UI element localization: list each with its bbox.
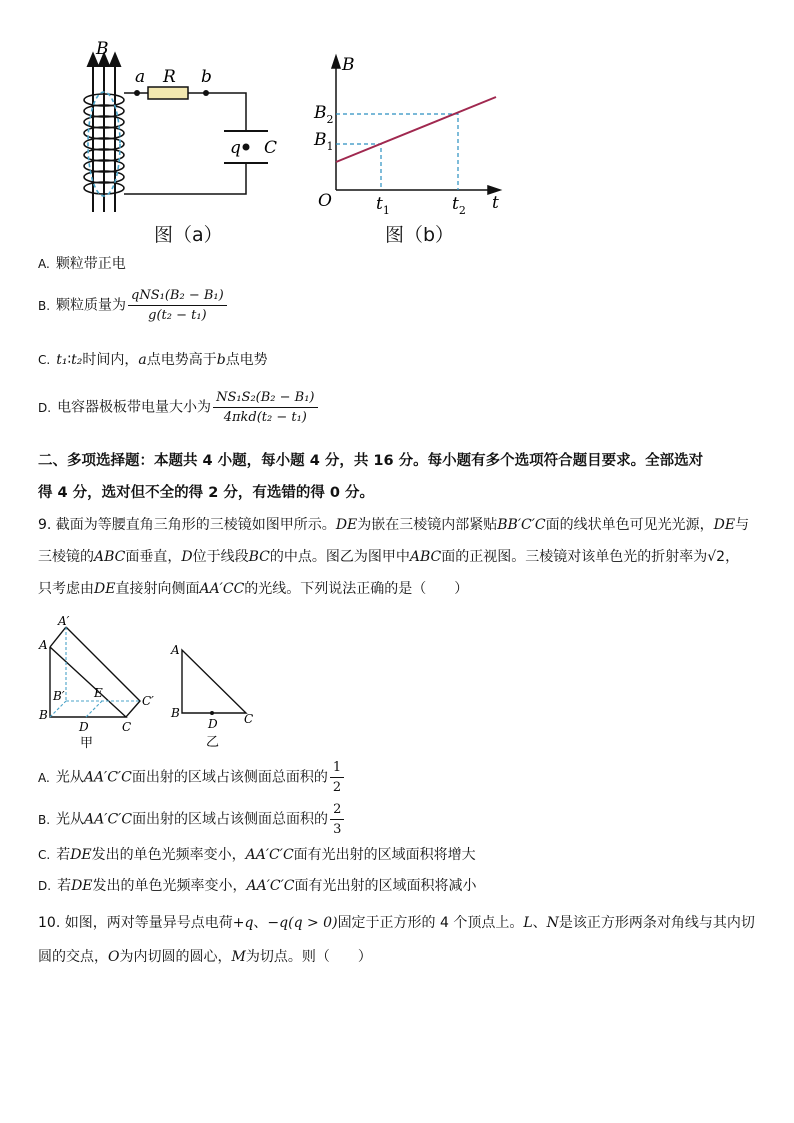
label-D-jia: D [79, 720, 89, 734]
label-B-yi: B [171, 706, 180, 720]
magnetic-field-arrows [88, 54, 120, 212]
label-b: b [201, 67, 212, 87]
label-C-jia: C [122, 720, 132, 734]
label-D-yi: D [208, 717, 218, 731]
label-A-prime: A′ [58, 615, 70, 628]
q8-option-D: D. 电容器极板带电量大小为 $\frac{\text{NS₁S₂(B₂ − B₁)}}{\text{4πkd(t₂ − t₁)}}$ [38, 389, 320, 426]
dashed-guides [336, 114, 458, 190]
caption-yi: 乙 [206, 735, 220, 750]
figure-yi-triangle [168, 640, 263, 750]
label-R: R [163, 67, 176, 87]
q8-option-B: B. 颗粒质量为 $\frac{\text{qNS₁(B₂ − B₁)}}{\text{g(t₂ − t₁)}}$ [38, 287, 229, 324]
node-b [203, 90, 209, 96]
q9-option-B: B. 光从AA′C′C面出射的区域占该侧面总面积的 $\frac{2}{3}$ [38, 801, 346, 838]
section2-heading: 二、多项选择题：本题共 4 小题，每小题 4 分，共 16 分。每小题有多个选项符合题目要求。全部选对 得 4 分，选对但不全的得 2 分，有选错的得 0 分。 [38, 453, 704, 501]
q8-D-fraction: $\frac{\text{NS₁S₂(B₂ − B₁)}}{\text{4πkd(t₂ − t₁)}}$ [213, 389, 317, 426]
label-a: a [135, 67, 146, 87]
q8-option-A: A. 颗粒带正电 [38, 256, 126, 272]
q8-option-C: C. t₁∶t₂时间内，a点电势高于b点电势 [38, 352, 268, 368]
label-t-axis: t [492, 193, 499, 213]
label-t1: $t_1$ [376, 194, 390, 216]
particle-q [243, 144, 250, 151]
label-B-axis: B [342, 55, 355, 75]
q10-stem: 10. 如图，两对等量异号点电荷+q、−q(q > 0)固定于正方形的 4 个顶点上。L、N是该正方形两条对角线与其内切 圆的交点，O为内切圆的圆心，M为切点。则（ ） [38, 915, 755, 965]
q9-B-fraction: $\frac{2}{3}$ [330, 801, 344, 838]
label-B-a: B [96, 39, 109, 59]
q8-B-fraction: $\frac{\text{qNS₁(B₂ − B₁)}}{\text{g(t₂ − t₁)}}$ [128, 287, 227, 324]
circuit-wires [124, 87, 268, 194]
figure-b-graph [310, 48, 510, 216]
label-E: E [94, 686, 103, 700]
q9-option-D: D. 若DE发出的单色光频率变小，AA′C′C面有光出射的区域面积将减小 [38, 878, 477, 894]
figure-jia-prism [36, 615, 161, 750]
q9-option-C: C. 若DE发出的单色光频率变小，AA′C′C面有光出射的区域面积将增大 [38, 847, 476, 863]
label-A-jia: A [39, 638, 48, 652]
caption-figure-a: 图（a） [154, 224, 223, 246]
q9-option-A: A. 光从AA′C′C面出射的区域占该侧面总面积的 $\frac{1}{2}$ [38, 759, 346, 796]
B-t-line [336, 97, 496, 162]
label-t2: $t_2$ [452, 194, 466, 216]
label-C: C [264, 138, 278, 158]
label-B-jia: B [39, 708, 48, 722]
q9-A-fraction: $\frac{1}{2}$ [330, 759, 344, 796]
label-A-yi: A [171, 643, 180, 657]
caption-jia: 甲 [80, 736, 94, 750]
caption-figure-b: 图（b） [385, 224, 455, 246]
figure-a-circuit [60, 36, 290, 216]
label-B2: $B_2$ [314, 103, 334, 126]
q9-stem: 9. 截面为等腰直角三角形的三棱镜如图甲所示。DE为嵌在三棱镜内部紧贴BB′C′C面的线状单色可见光光源，DE与 三棱镜的ABC面垂直，D位于线段BC的中点。图乙为图甲中ABC面的正视图。三棱镜对该单色光的折射率为√2， 只考虑由DE直接射向侧面AA′CC的光线。下列说法正确的是（ ） [38, 517, 750, 597]
label-q: q [230, 138, 241, 158]
label-O: O [318, 191, 332, 211]
axes [332, 56, 500, 194]
point-D-yi [210, 711, 214, 715]
label-B-prime: B′ [53, 689, 65, 703]
label-C-prime: C′ [142, 694, 154, 708]
label-B1: $B_1$ [314, 130, 334, 153]
node-a [134, 90, 140, 96]
label-C-yi: C [244, 712, 254, 726]
